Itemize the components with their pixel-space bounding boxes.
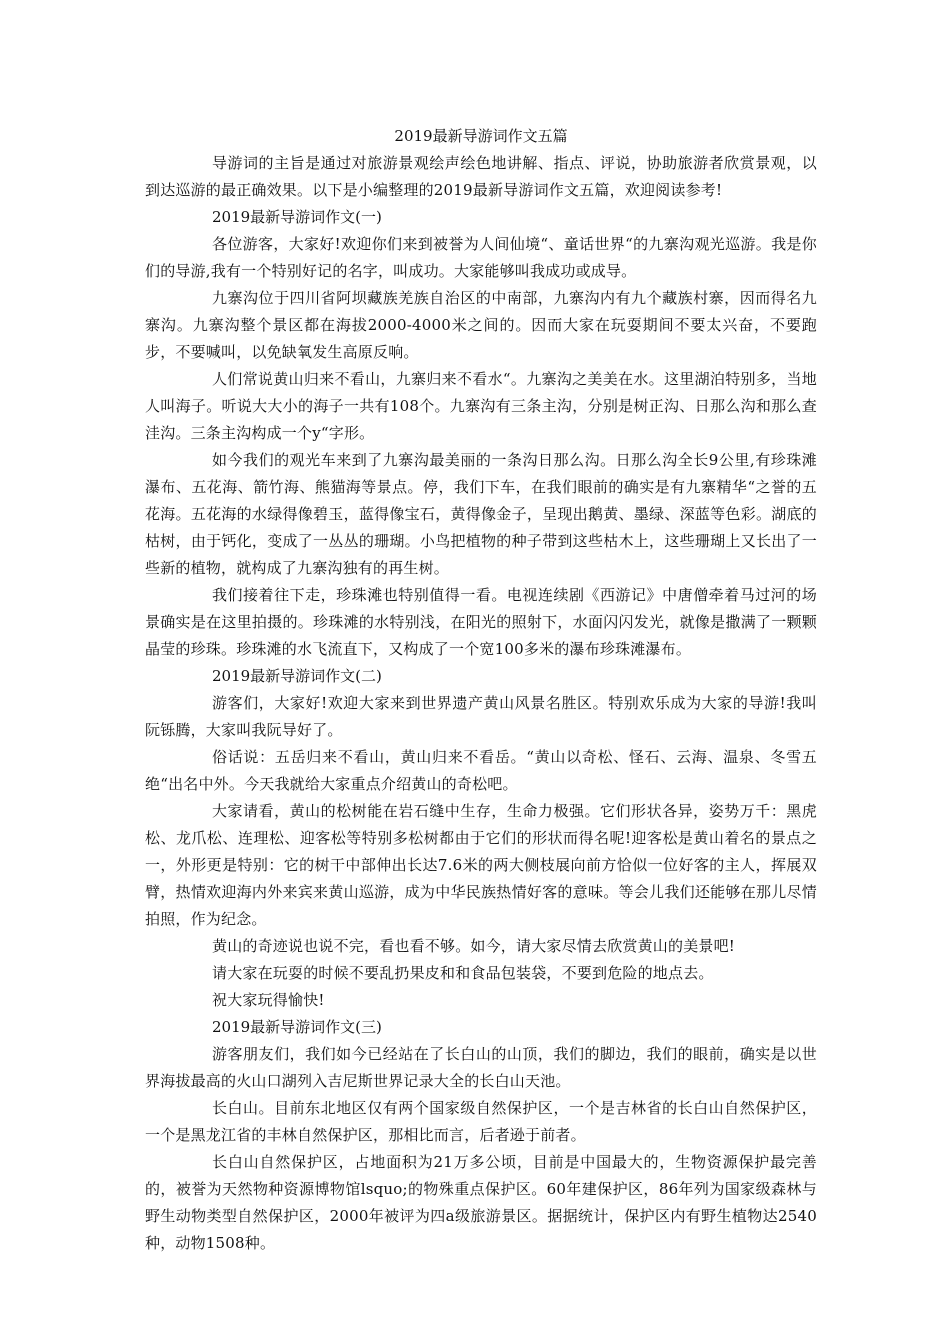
body-paragraph: 游客们，大家好!欢迎大家来到世界遗产黄山风景名胜区。特别欢乐成为大家的导游!我叫阮铄腾，大家叫我阮导好了。 bbox=[145, 694, 817, 739]
document-page bbox=[145, 123, 817, 1257]
body-paragraph: 请大家在玩耍的时候不要乱扔果皮和和食品包装袋，不要到危险的地点去。 bbox=[212, 964, 714, 982]
section-heading: 2019最新导游词作文(一) bbox=[212, 208, 382, 226]
section-2 bbox=[145, 663, 817, 1014]
body-paragraph: 长白山。目前东北地区仅有两个国家级自然保护区，一个是吉林省的长白山自然保护区，一个是黑龙江省的丰林自然保护区，那相比而言，后者逊于前者。 bbox=[145, 1099, 817, 1144]
body-paragraph: 游客朋友们，我们如今已经站在了长白山的山顶，我们的脚边，我们的眼前，确实是以世界海拔最高的火山口湖列入吉尼斯世界记录大全的长白山天池。 bbox=[145, 1045, 817, 1090]
section-3 bbox=[145, 1014, 817, 1257]
body-paragraph: 长白山自然保护区，占地面积为21万多公顷，目前是中国最大的，生物资源保护最完善的，被誉为天然物种资源博物馆lsquo;的物殊重点保护区。60年建保护区，86年列为国家级森林与野生动物类型自然保护区，2000年被评为四a级旅游景区。据据统计，保护区内有野生植物达2540种，动物1508种。 bbox=[145, 1153, 817, 1252]
section-1 bbox=[145, 204, 817, 663]
body-paragraph: 黄山的奇迹说也说不完，看也看不够。如今，请大家尽情去欣赏黄山的美景吧! bbox=[212, 937, 736, 955]
intro-paragraph: 导游词的主旨是通过对旅游景观绘声绘色地讲解、指点、评说，协助旅游者欣赏景观，以到达巡游的最正确效果。以下是小编整理的2019最新导游词作文五篇，欢迎阅读参考! bbox=[145, 154, 817, 199]
body-paragraph: 大家请看，黄山的松树能在岩石缝中生存，生命力极强。它们形状各异，姿势万千：黑虎松、龙爪松、连理松、迎客松等特别多松树都由于它们的形状而得名呢!迎客松是黄山着名的景点之一，外形更是特别：它的树干中部伸出长达7.6米的两大侧枝展向前方恰似一位好客的主人，挥展双臂，热情欢迎海内外来宾来黄山巡游，成为中华民族热情好客的意味。等会儿我们还能够在那儿尽情拍照，作为纪念。 bbox=[145, 802, 817, 928]
body-paragraph: 九寨沟位于四川省阿坝藏族羌族自治区的中南部，九寨沟内有九个藏族村寨，因而得名九寨沟。九寨沟整个景区都在海拔2000-4000米之间的。因而大家在玩耍期间不要太兴奋，不要跑步，不要喊叫，以免缺氧发生高原反响。 bbox=[145, 289, 817, 361]
body-paragraph: 我们接着往下走，珍珠滩也特别值得一看。电视连续剧《西游记》中唐僧牵着马过河的场景确实是在这里拍摄的。珍珠滩的水特别浅，在阳光的照射下，水面闪闪发光，就像是撒满了一颗颗晶莹的珍珠。珍珠滩的水飞流直下，又构成了一个宽100多米的瀑布珍珠滩瀑布。 bbox=[145, 586, 817, 658]
body-paragraph: 各位游客，大家好!欢迎你们来到被誉为人间仙境“、童话世界“的九寨沟观光巡游。我是你们的导游,我有一个特别好记的名字，叫成功。大家能够叫我成功或成导。 bbox=[145, 235, 817, 280]
section-heading: 2019最新导游词作文(二) bbox=[212, 667, 382, 685]
body-paragraph: 俗话说：五岳归来不看山，黄山归来不看岳。“黄山以奇松、怪石、云海、温泉、冬雪五绝“出名中外。今天我就给大家重点介绍黄山的奇松吧。 bbox=[145, 748, 817, 793]
section-heading: 2019最新导游词作文(三) bbox=[212, 1018, 382, 1036]
body-paragraph: 如今我们的观光车来到了九寨沟最美丽的一条沟日那么沟。日那么沟全长9公里,有珍珠滩瀑布、五花海、箭竹海、熊猫海等景点。停，我们下车，在我们眼前的确实是有九寨精华“之誉的五花海。五花海的水绿得像碧玉，蓝得像宝石，黄得像金子，呈现出鹅黄、墨绿、深蓝等色彩。湖底的枯树，由于钙化，变成了一丛丛的珊瑚。小鸟把植物的种子带到这些枯木上，这些珊瑚上又长出了一些新的植物，就构成了九寨沟独有的再生树。 bbox=[145, 451, 817, 577]
document-title: 2019最新导游词作文五篇 bbox=[394, 127, 568, 145]
body-paragraph: 祝大家玩得愉快! bbox=[212, 991, 325, 1009]
body-paragraph: 人们常说黄山归来不看山，九寨归来不看水“。九寨沟之美美在水。这里湖泊特别多，当地人叫海子。听说大大小的海子一共有108个。九寨沟有三条主沟，分别是树正沟、日那么沟和那么查洼沟。三条主沟构成一个y“字形。 bbox=[145, 370, 817, 442]
